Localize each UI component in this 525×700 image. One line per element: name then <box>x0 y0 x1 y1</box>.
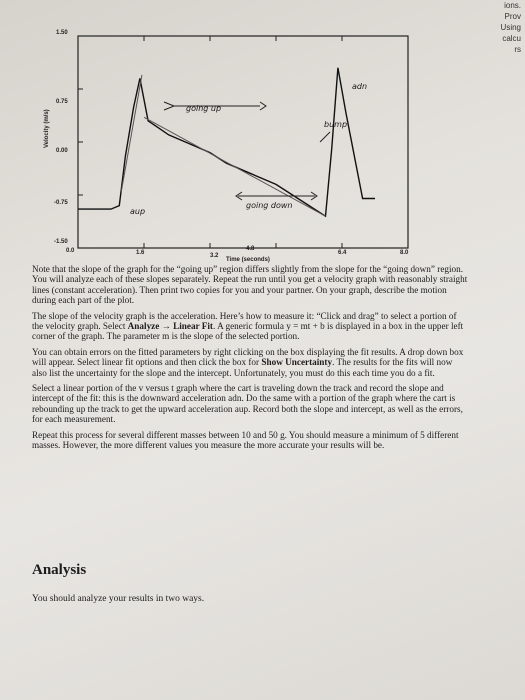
x-tick-label: 6.4 <box>338 250 347 256</box>
paragraph-measure-slope <box>32 311 468 342</box>
paragraph-repeat: Repeat this process for several different masses between 10 and 50 g. You should measure a minimum of 5 different masses. However, the more different values you measure the more accurate your results will be. <box>32 429 459 451</box>
corner-line-5: rs <box>514 45 521 54</box>
y-tick-label: -0.75 <box>54 200 68 206</box>
fit-line-up <box>121 75 142 192</box>
x-tick-label: 0.0 <box>66 248 75 254</box>
y-tick-label: 0.75 <box>56 99 68 105</box>
x-tick-label: 3.2 <box>210 253 219 259</box>
corner-line-4: calcu <box>502 34 521 43</box>
velocity-series-line <box>78 68 375 216</box>
going-up-arrow-right <box>260 102 266 110</box>
paragraph-text: . A generic formula y = mt + b is displayed in a box in the upper left corner of the graph. The parameter m is the slope of the selected portion. <box>32 321 464 342</box>
paragraph-linear-portion: Select a linear portion of the v versus t graph where the cart is traveling down the track and record the slope and intercept of the fit: this is the downward acceleration adn. Do the same with a portion of the graph where the cart is rebounding up the track to get the upward acceleration aup. Record both the slope and intercept, as well as the errors, for each measurement. <box>32 383 463 425</box>
paragraph-errors <box>32 347 468 378</box>
corner-line-3: Using <box>500 23 521 32</box>
y-axis-label: Velocity (m/s) <box>44 109 50 148</box>
x-tick-label: 4.8 <box>246 246 255 252</box>
y-tick-label: 1.50 <box>56 30 68 36</box>
velocity-graph <box>40 28 420 263</box>
y-tick-label: 0.00 <box>56 148 68 154</box>
paragraph-text: You can obtain errors on the fitted parameters by right clicking on the box displaying the fit results. A drop down box will appear. Select linear fit options and then click the box for <box>32 346 464 368</box>
fit-line-down <box>144 117 326 216</box>
x-tick-label: 1.6 <box>136 250 145 256</box>
menu-path-text: Analyze → Linear Fit <box>127 321 213 332</box>
analysis-heading: Analysis <box>32 562 87 578</box>
paragraph-text: The slope of the velocity graph is the acceleration. Here’s how to measure it: “Click and drag” to select a portion of the velocity graph. Select <box>32 310 457 332</box>
annotation-a-up: aup <box>130 207 146 216</box>
y-tick-label: -1.50 <box>54 239 68 245</box>
annotation-a-dn: adn <box>352 82 368 91</box>
instructions-text <box>32 264 468 456</box>
bump-arrow <box>320 132 330 142</box>
velocity-chart-svg <box>40 28 420 258</box>
corner-line-2: Prov <box>504 12 521 21</box>
annotation-going-down: going down <box>246 201 293 210</box>
analysis-body: You should analyze your results in two ways. <box>32 594 205 604</box>
option-name-text: Show Uncertainty <box>261 357 333 368</box>
paragraph-text: . The results for the fits will now also list the uncertainty for the slope and the intercept. Unfortunately, you must do this each time you do a fit. <box>32 357 453 378</box>
annotation-bump: bump <box>324 120 348 129</box>
corner-text <box>475 0 521 55</box>
annotation-going-up: going up <box>186 104 222 113</box>
going-up-arrow-left <box>164 102 174 110</box>
paragraph-slope-note: Note that the slope of the graph for the “going up” region differs slightly from the slope for the “going down” region. You will analyze each of these slopes separately. Repeat the run until you get a velocity graph with reasonably straight lines (constant acceleration). Then print two copies for you and your partner. On your graph, describe the motion during each part of the plot. <box>32 264 468 306</box>
x-axis-title: Time (seconds) <box>226 257 270 263</box>
corner-line-1: ions. <box>504 1 521 10</box>
x-tick-label: 8.0 <box>400 250 409 256</box>
